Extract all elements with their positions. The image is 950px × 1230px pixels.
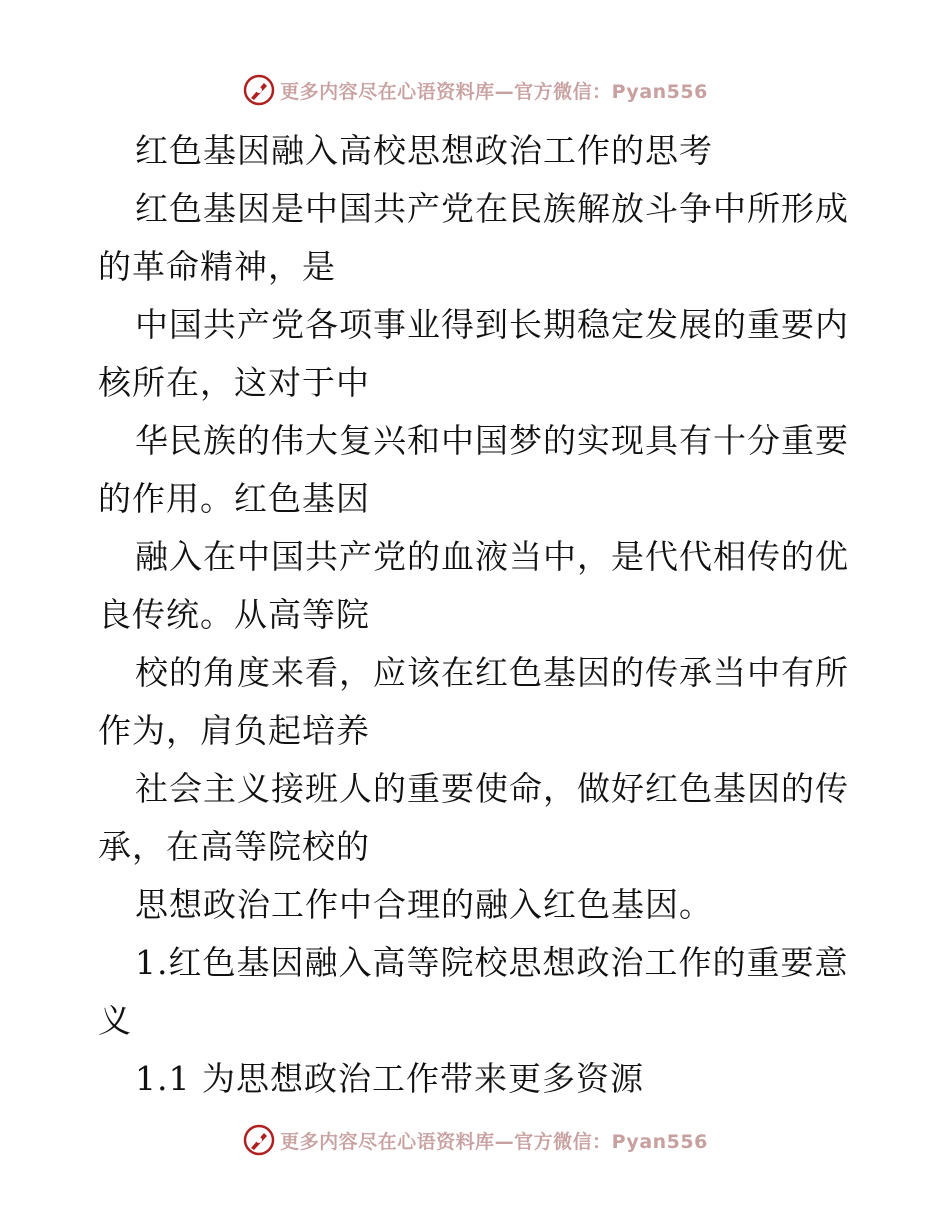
paragraph-line: 的作用。红色基因 [98,479,370,518]
section-heading: 1.红色基因融入高等院校思想政治工作的重要意 [135,943,849,982]
paragraph-line: 核所在，这对于中 [98,363,370,402]
document-title: 红色基因融入高校思想政治工作的思考 [135,131,713,170]
paragraph-line: 作为，肩负起培养 [98,711,370,750]
paragraph-line: 融入在中国共产党的血液当中，是代代相传的优 [135,537,849,576]
header-banner [0,70,950,110]
paragraph-line: 思想政治工作中合理的融入红色基因。 [135,885,713,924]
paragraph-line: 良传统。从高等院 [98,595,370,634]
paragraph-line: 校的角度来看，应该在红色基因的传承当中有所 [135,653,849,692]
paragraph-line: 红色基因是中国共产党在民族解放斗争中所形成 [135,189,849,228]
paragraph-line: 社会主义接班人的重要使命，做好红色基因的传 [135,769,849,808]
pen-circle-logo-icon [242,1123,276,1157]
section-heading-continuation: 义 [98,1001,132,1040]
paragraph-line: 中国共产党各项事业得到长期稳定发展的重要内 [135,305,849,344]
footer-banner [0,1120,950,1160]
subsection-heading: 1.1 为思想政治工作带来更多资源 [135,1059,644,1098]
document-body [98,122,858,1108]
footer-banner-text: 更多内容尽在心语资料库—官方微信：Pyan556 [280,1130,708,1153]
paragraph-line: 承，在高等院校的 [98,827,370,866]
paragraph-line: 的革命精神，是 [98,247,336,286]
header-banner-text: 更多内容尽在心语资料库—官方微信：Pyan556 [280,80,708,103]
paragraph-line: 华民族的伟大复兴和中国梦的实现具有十分重要 [135,421,849,460]
pen-circle-logo-icon [242,73,276,107]
